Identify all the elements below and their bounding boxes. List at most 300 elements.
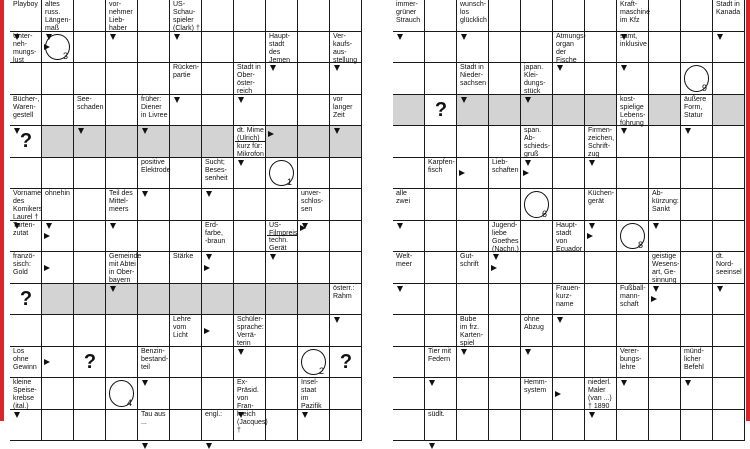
clue-text: Frauen- kurz- name bbox=[556, 284, 581, 308]
arrow-down-icon bbox=[685, 380, 691, 386]
answer-cell[interactable] bbox=[234, 221, 266, 253]
arrow-down-icon bbox=[621, 380, 627, 386]
clue-text: Tau aus ... bbox=[141, 410, 166, 426]
arrow-down-icon bbox=[589, 160, 595, 166]
answer-cell[interactable] bbox=[234, 32, 266, 64]
answer-cell[interactable] bbox=[521, 410, 553, 442]
answer-cell[interactable] bbox=[681, 315, 713, 347]
arrow-down-icon bbox=[334, 65, 340, 71]
answer-cell[interactable] bbox=[202, 32, 234, 64]
answer-cell[interactable] bbox=[266, 284, 298, 316]
answer-cell[interactable] bbox=[617, 189, 649, 221]
answer-cell[interactable] bbox=[106, 95, 138, 127]
answer-cell[interactable] bbox=[713, 315, 745, 347]
arrow-down-icon bbox=[461, 34, 467, 40]
clue-text: ohne Abzug bbox=[524, 316, 544, 331]
answer-cell[interactable] bbox=[649, 158, 681, 190]
answer-cell[interactable] bbox=[74, 221, 106, 253]
answer-cell[interactable] bbox=[298, 95, 330, 127]
clue-text: Bube im frz. Karten- spiel bbox=[460, 316, 483, 347]
question-mark-icon: ? bbox=[434, 98, 448, 121]
answer-cell[interactable] bbox=[74, 189, 106, 221]
clue-text: Stadt in Nieder- sachsen bbox=[460, 64, 487, 87]
arrow-down-icon bbox=[174, 97, 180, 103]
answer-cell[interactable] bbox=[298, 0, 330, 32]
arrow-down-icon bbox=[110, 286, 116, 292]
answer-cell[interactable] bbox=[425, 126, 457, 158]
clue-text: Bücher-, Waren- gestell bbox=[13, 95, 40, 119]
answer-cell[interactable] bbox=[457, 284, 489, 316]
arrow-right-icon bbox=[555, 391, 561, 397]
answer-cell[interactable] bbox=[489, 347, 521, 379]
answer-cell[interactable] bbox=[202, 284, 234, 316]
arrow-down-icon bbox=[238, 412, 244, 418]
answer-cell[interactable] bbox=[681, 0, 713, 32]
answer-cell[interactable] bbox=[74, 315, 106, 347]
clue-text: ohnehin bbox=[45, 190, 70, 197]
arrow-right-icon bbox=[459, 170, 465, 176]
solution-number: 3 bbox=[63, 51, 69, 61]
clue-text: samt, inklusive bbox=[620, 32, 647, 48]
clue-text: Lieb- schaften bbox=[492, 158, 519, 174]
answer-cell[interactable] bbox=[138, 315, 170, 347]
arrow-down-icon bbox=[334, 128, 340, 134]
arrow-down-icon bbox=[397, 34, 403, 40]
answer-cell[interactable] bbox=[393, 410, 425, 442]
clue-text: Torten- zutat bbox=[13, 221, 35, 237]
arrow-down-icon bbox=[142, 128, 148, 134]
answer-cell[interactable] bbox=[585, 32, 617, 64]
answer-cell[interactable] bbox=[521, 32, 553, 64]
clue-text: vor langer Zeit bbox=[333, 95, 353, 119]
clue-text: Jugend- liebe Goethes (Nachn.) bbox=[492, 221, 519, 253]
clue-text: Haupt- stadt des Jemen bbox=[269, 32, 291, 64]
answer-cell[interactable] bbox=[585, 284, 617, 316]
clue-text: Haupt- stadt von Ecuador bbox=[556, 221, 583, 253]
answer-cell[interactable] bbox=[42, 95, 74, 127]
answer-cell[interactable] bbox=[170, 410, 202, 442]
answer-cell[interactable] bbox=[649, 95, 681, 127]
answer-cell[interactable] bbox=[425, 315, 457, 347]
clue-text: Stadt in Kanada bbox=[716, 1, 741, 16]
answer-cell[interactable] bbox=[393, 158, 425, 190]
solution-number: 2 bbox=[319, 366, 325, 376]
clue-text: Hemm- system bbox=[524, 379, 547, 394]
arrow-down-icon bbox=[557, 317, 563, 323]
arrow-down-icon bbox=[174, 34, 180, 40]
answer-cell[interactable] bbox=[393, 378, 425, 410]
clue-text: Firmen- zeichen, Schrift- zug bbox=[588, 127, 615, 158]
arrow-down-icon bbox=[142, 380, 148, 386]
answer-cell[interactable] bbox=[553, 158, 585, 190]
answer-cell[interactable] bbox=[42, 63, 74, 95]
clue-text: kleine Speise- krebse (ital.) bbox=[13, 379, 37, 410]
answer-cell[interactable] bbox=[74, 252, 106, 284]
answer-cell[interactable] bbox=[585, 315, 617, 347]
answer-cell[interactable] bbox=[74, 32, 106, 64]
answer-cell[interactable] bbox=[489, 315, 521, 347]
clue-text: altes russ. Längen- maß bbox=[45, 1, 71, 32]
clue-text: Erd- farbe, -braun bbox=[205, 221, 226, 245]
answer-cell[interactable] bbox=[74, 378, 106, 410]
clue-text: kurz für: Mikrofon bbox=[237, 142, 264, 158]
answer-cell[interactable] bbox=[234, 284, 266, 316]
clue-text: wunsch- los glücklich bbox=[460, 1, 487, 24]
answer-cell[interactable] bbox=[681, 252, 713, 284]
answer-cell[interactable] bbox=[138, 32, 170, 64]
answer-cell[interactable] bbox=[617, 252, 649, 284]
clue-text: Sucht; Beses- senheit bbox=[205, 158, 228, 182]
clue-text: dt. Mime (Ulrich) bbox=[235, 126, 266, 142]
solution-number: 1 bbox=[287, 177, 293, 187]
answer-cell[interactable] bbox=[106, 126, 138, 158]
arrow-right-icon bbox=[44, 265, 50, 271]
arrow-down-icon bbox=[717, 286, 723, 292]
clue-text: techn. Gerät bbox=[269, 237, 289, 253]
arrow-down-icon bbox=[110, 223, 116, 229]
clue-text: Lehre vom Licht bbox=[173, 316, 191, 339]
answer-cell[interactable] bbox=[617, 315, 649, 347]
answer-cell[interactable] bbox=[681, 284, 713, 316]
answer-cell[interactable] bbox=[202, 126, 234, 158]
answer-cell[interactable] bbox=[330, 378, 362, 410]
answer-cell[interactable] bbox=[457, 189, 489, 221]
answer-cell[interactable] bbox=[649, 347, 681, 379]
answer-cell[interactable] bbox=[489, 410, 521, 442]
answer-cell[interactable] bbox=[74, 410, 106, 442]
answer-cell[interactable] bbox=[457, 378, 489, 410]
arrow-down-icon bbox=[493, 254, 499, 260]
answer-cell[interactable] bbox=[425, 252, 457, 284]
arrow-down-icon bbox=[429, 443, 435, 449]
answer-cell[interactable] bbox=[330, 410, 362, 442]
answer-cell[interactable] bbox=[74, 158, 106, 190]
answer-cell[interactable] bbox=[106, 158, 138, 190]
answer-cell[interactable] bbox=[425, 189, 457, 221]
arrow-right-icon bbox=[491, 265, 497, 271]
answer-cell[interactable] bbox=[42, 284, 74, 316]
arrow-down-icon bbox=[589, 412, 595, 418]
answer-cell[interactable] bbox=[489, 95, 521, 127]
arrow-down-icon bbox=[717, 34, 723, 40]
clue-text: Fußball- mann- schaft bbox=[620, 284, 646, 308]
answer-cell[interactable] bbox=[521, 252, 553, 284]
clue-text: alle zwei bbox=[396, 190, 411, 205]
clue-text: früher: Diener in Livree bbox=[141, 95, 168, 119]
answer-cell[interactable] bbox=[170, 126, 202, 158]
answer-cell[interactable] bbox=[74, 0, 106, 32]
arrow-down-icon bbox=[206, 191, 212, 197]
answer-cell[interactable] bbox=[106, 347, 138, 379]
answer-cell[interactable] bbox=[393, 315, 425, 347]
answer-cell[interactable] bbox=[10, 315, 42, 347]
answer-cell[interactable] bbox=[298, 126, 330, 158]
clue-text: niederl. Maler (van ...) † 1890 bbox=[588, 379, 612, 410]
arrow-down-icon bbox=[429, 380, 435, 386]
answer-cell[interactable] bbox=[234, 252, 266, 284]
clue-text: Benzin- bestand- teil bbox=[141, 347, 169, 371]
answer-cell[interactable] bbox=[425, 32, 457, 64]
arrow-down-icon bbox=[302, 412, 308, 418]
arrow-down-icon bbox=[397, 223, 403, 229]
clue-text: Welt- meer bbox=[396, 253, 413, 268]
answer-cell[interactable] bbox=[713, 189, 745, 221]
answer-cell[interactable] bbox=[266, 315, 298, 347]
answer-cell[interactable] bbox=[170, 158, 202, 190]
answer-cell[interactable] bbox=[489, 63, 521, 95]
solution-number: 6 bbox=[542, 208, 548, 219]
answer-cell[interactable] bbox=[553, 347, 585, 379]
answer-cell[interactable] bbox=[521, 221, 553, 253]
arrow-right-icon bbox=[523, 170, 529, 176]
clue-text: Gut- schrift bbox=[460, 253, 479, 268]
clue-text: US-Schau- spieler (Clark) † bbox=[173, 1, 200, 32]
answer-cell[interactable] bbox=[202, 347, 234, 379]
answer-cell[interactable] bbox=[489, 189, 521, 221]
answer-cell[interactable] bbox=[266, 410, 298, 442]
answer-cell[interactable] bbox=[298, 252, 330, 284]
answer-cell[interactable] bbox=[681, 32, 713, 64]
clue-text: immer- grüner Strauch bbox=[396, 1, 421, 24]
clue-text: Stadt in Ober- öster- reich bbox=[237, 64, 261, 95]
answer-cell[interactable] bbox=[553, 189, 585, 221]
answer-cell[interactable] bbox=[713, 347, 745, 379]
answer-cell[interactable] bbox=[330, 0, 362, 32]
answer-cell[interactable] bbox=[138, 221, 170, 253]
answer-cell[interactable] bbox=[425, 0, 457, 32]
clue-text: See- schaden bbox=[77, 95, 104, 111]
answer-cell[interactable] bbox=[713, 126, 745, 158]
answer-cell[interactable] bbox=[266, 0, 298, 32]
clue-text: engl.: bbox=[205, 410, 223, 418]
answer-cell[interactable] bbox=[713, 378, 745, 410]
arrow-right-icon bbox=[204, 328, 210, 334]
arrow-down-icon bbox=[653, 286, 659, 292]
clue-text: Teil des Mittel- meers bbox=[109, 190, 133, 213]
answer-cell[interactable] bbox=[138, 63, 170, 95]
answer-cell[interactable] bbox=[681, 158, 713, 190]
answer-cell[interactable] bbox=[649, 410, 681, 442]
answer-cell[interactable] bbox=[170, 378, 202, 410]
arrow-down-icon bbox=[206, 443, 212, 449]
clue-text: Atmungs- organ der Fische bbox=[556, 32, 586, 64]
arrow-down-icon bbox=[142, 191, 148, 197]
arrow-down-icon bbox=[525, 160, 531, 166]
answer-cell[interactable] bbox=[649, 126, 681, 158]
arrow-right-icon bbox=[587, 233, 593, 239]
arrow-right-icon bbox=[204, 265, 210, 271]
answer-cell[interactable] bbox=[170, 347, 202, 379]
answer-cell[interactable] bbox=[489, 32, 521, 64]
clue-text: Kraft- maschine im Kfz bbox=[620, 1, 650, 24]
clue-text: Ex-Präsid. von Fran- kreich (Jacques) † bbox=[237, 379, 268, 434]
answer-cell[interactable] bbox=[330, 158, 362, 190]
answer-cell[interactable] bbox=[330, 221, 362, 253]
arrow-down-icon bbox=[461, 97, 467, 103]
answer-cell[interactable] bbox=[457, 221, 489, 253]
answer-cell[interactable] bbox=[617, 410, 649, 442]
answer-cell[interactable] bbox=[202, 378, 234, 410]
answer-cell[interactable] bbox=[298, 315, 330, 347]
arrow-down-icon bbox=[46, 223, 52, 229]
answer-cell[interactable] bbox=[138, 252, 170, 284]
answer-cell[interactable] bbox=[74, 284, 106, 316]
answer-cell[interactable] bbox=[489, 378, 521, 410]
answer-cell[interactable] bbox=[202, 0, 234, 32]
answer-cell[interactable] bbox=[649, 315, 681, 347]
clue-text: österr.: Rahm bbox=[333, 284, 355, 300]
answer-cell[interactable] bbox=[489, 126, 521, 158]
answer-cell[interactable] bbox=[330, 252, 362, 284]
answer-cell[interactable] bbox=[393, 63, 425, 95]
answer-cell[interactable] bbox=[425, 221, 457, 253]
answer-cell[interactable] bbox=[202, 95, 234, 127]
answer-cell[interactable] bbox=[298, 32, 330, 64]
answer-cell[interactable] bbox=[42, 378, 74, 410]
answer-cell[interactable] bbox=[298, 158, 330, 190]
answer-cell[interactable] bbox=[585, 347, 617, 379]
arrow-down-icon bbox=[685, 128, 691, 134]
answer-cell[interactable] bbox=[393, 347, 425, 379]
answer-cell[interactable] bbox=[649, 63, 681, 95]
crossword-grid-right bbox=[393, 0, 744, 421]
answer-cell[interactable] bbox=[170, 284, 202, 316]
arrow-down-icon bbox=[142, 443, 148, 449]
clue-text: Tier mit Federn bbox=[428, 347, 452, 363]
answer-cell[interactable] bbox=[521, 0, 553, 32]
arrow-right-icon bbox=[44, 359, 50, 365]
question-mark-icon: ? bbox=[19, 287, 33, 310]
answer-cell[interactable] bbox=[425, 63, 457, 95]
answer-cell[interactable] bbox=[393, 95, 425, 127]
answer-cell[interactable] bbox=[170, 189, 202, 221]
clue-text: Insel- staat im Pazifik bbox=[301, 379, 322, 410]
clue-text: münd- licher Befehl bbox=[684, 347, 704, 371]
answer-cell[interactable] bbox=[553, 0, 585, 32]
clue-text: Küchen- gerät bbox=[588, 190, 615, 205]
answer-cell[interactable] bbox=[649, 32, 681, 64]
answer-cell[interactable] bbox=[298, 63, 330, 95]
answer-cell[interactable] bbox=[585, 63, 617, 95]
clue-text: Ab- kürzung: Sankt bbox=[652, 190, 679, 213]
answer-cell[interactable] bbox=[170, 221, 202, 253]
answer-cell[interactable] bbox=[74, 63, 106, 95]
clue-text: Verer- bungs- lehre bbox=[620, 347, 642, 371]
answer-cell[interactable] bbox=[553, 95, 585, 127]
answer-cell[interactable] bbox=[617, 158, 649, 190]
clue-text: Gemeinde mit Abtei in Ober- bayern bbox=[109, 253, 142, 284]
arrow-right-icon bbox=[300, 225, 306, 231]
answer-cell[interactable] bbox=[585, 252, 617, 284]
answer-cell[interactable] bbox=[138, 284, 170, 316]
clue-text: äußere Form, Statur bbox=[684, 95, 707, 119]
answer-cell[interactable] bbox=[234, 189, 266, 221]
arrow-down-icon bbox=[334, 317, 340, 323]
clue-text: Vorname des Komikers Laurel † bbox=[13, 190, 43, 221]
answer-cell[interactable] bbox=[393, 126, 425, 158]
arrow-down-icon bbox=[589, 223, 595, 229]
answer-cell[interactable] bbox=[10, 63, 42, 95]
answer-cell[interactable] bbox=[42, 126, 74, 158]
answer-cell[interactable] bbox=[713, 63, 745, 95]
solution-number: 9 bbox=[702, 82, 708, 93]
clue-text: franzö- sisch: Gold bbox=[13, 253, 35, 276]
arrow-down-icon bbox=[557, 65, 563, 71]
answer-cell[interactable] bbox=[266, 378, 298, 410]
answer-cell[interactable] bbox=[10, 158, 42, 190]
answer-cell[interactable] bbox=[457, 410, 489, 442]
answer-cell[interactable] bbox=[234, 0, 266, 32]
clue-text: positive Elektrode bbox=[141, 158, 171, 174]
answer-cell[interactable] bbox=[713, 95, 745, 127]
answer-cell[interactable] bbox=[42, 315, 74, 347]
arrow-down-icon bbox=[397, 286, 403, 292]
answer-cell[interactable] bbox=[266, 95, 298, 127]
answer-cell[interactable] bbox=[649, 0, 681, 32]
question-mark-icon: ? bbox=[339, 350, 353, 373]
answer-cell[interactable] bbox=[266, 347, 298, 379]
arrow-right-icon bbox=[44, 233, 50, 239]
answer-cell[interactable] bbox=[681, 410, 713, 442]
arrow-right-icon bbox=[268, 131, 274, 137]
clue-text: Ver- kaufs- aus- stellung bbox=[333, 32, 358, 64]
answer-cell[interactable] bbox=[713, 158, 745, 190]
arrow-down-icon bbox=[238, 160, 244, 166]
answer-cell[interactable] bbox=[457, 126, 489, 158]
answer-cell[interactable] bbox=[585, 95, 617, 127]
answer-cell[interactable] bbox=[106, 63, 138, 95]
answer-cell[interactable] bbox=[489, 0, 521, 32]
solution-number: 4 bbox=[127, 397, 133, 408]
arrow-down-icon bbox=[621, 65, 627, 71]
answer-cell[interactable] bbox=[425, 284, 457, 316]
answer-cell[interactable] bbox=[713, 221, 745, 253]
answer-cell[interactable] bbox=[266, 189, 298, 221]
arrow-down-icon bbox=[270, 65, 276, 71]
answer-cell[interactable] bbox=[298, 284, 330, 316]
left-red-edge bbox=[0, 0, 4, 421]
clue-text: Unter- neh- mungs- lust bbox=[13, 32, 37, 64]
answer-cell[interactable] bbox=[553, 126, 585, 158]
answer-cell[interactable] bbox=[106, 410, 138, 442]
answer-cell[interactable] bbox=[553, 410, 585, 442]
answer-cell[interactable] bbox=[553, 252, 585, 284]
answer-cell[interactable] bbox=[681, 189, 713, 221]
answer-cell[interactable] bbox=[106, 315, 138, 347]
arrow-down-icon bbox=[14, 412, 20, 418]
solution-number: 8 bbox=[638, 240, 644, 250]
answer-cell[interactable] bbox=[585, 0, 617, 32]
answer-cell[interactable] bbox=[649, 378, 681, 410]
answer-cell[interactable] bbox=[713, 410, 745, 442]
answer-cell[interactable] bbox=[330, 189, 362, 221]
answer-cell[interactable] bbox=[42, 410, 74, 442]
clue-text: Karpfen- fisch bbox=[428, 158, 455, 174]
answer-cell[interactable] bbox=[489, 284, 521, 316]
answer-cell[interactable] bbox=[521, 284, 553, 316]
right-red-edge bbox=[746, 0, 750, 421]
arrow-down-icon bbox=[461, 349, 467, 355]
clue-text: südlt. bbox=[428, 410, 445, 418]
answer-cell[interactable] bbox=[138, 0, 170, 32]
answer-cell[interactable] bbox=[681, 221, 713, 253]
answer-cell[interactable] bbox=[202, 63, 234, 95]
arrow-down-icon bbox=[238, 97, 244, 103]
answer-cell[interactable] bbox=[42, 158, 74, 190]
clue-text: Rücken- partie bbox=[173, 64, 200, 79]
crossword-grid-left bbox=[10, 0, 363, 434]
arrow-down-icon bbox=[110, 34, 116, 40]
